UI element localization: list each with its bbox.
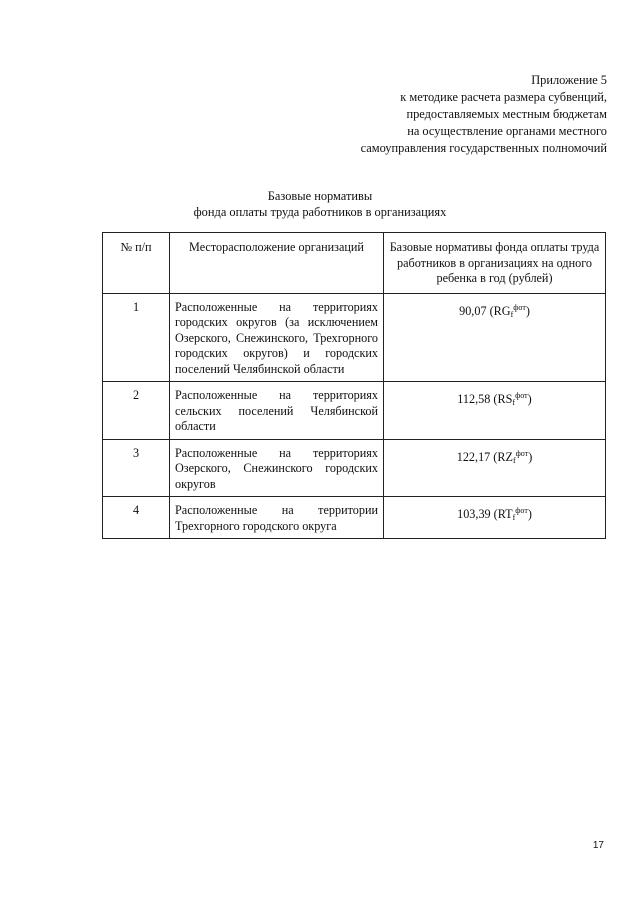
- appendix-header: [277, 72, 607, 157]
- row-num: 2: [103, 382, 170, 440]
- row-value-cell: 112,58 $(RS_f^{фот})$: [384, 382, 606, 440]
- table-row: [103, 439, 606, 497]
- norms-table: [102, 232, 606, 539]
- row-code-sub: f: [510, 309, 514, 319]
- row-value-cell: 122,17 $(RZ_f^{фот})$: [384, 439, 606, 497]
- row-code: RS: [497, 392, 513, 406]
- row-value-cell: 103,39 $(RT_f^{фот})$: [384, 497, 606, 539]
- appendix-line: самоуправления государственных полномочий: [360, 141, 607, 155]
- page-number: 17: [592, 840, 604, 851]
- row-code-sub: f: [512, 513, 516, 522]
- row-value: 112,58: [457, 392, 491, 406]
- row-code-sup: фот: [515, 448, 529, 458]
- appendix-line: Приложение 5: [531, 73, 607, 87]
- row-code-sup: фот: [515, 391, 528, 400]
- row-value: 103,39: [457, 507, 491, 521]
- row-num: 3: [103, 439, 170, 497]
- header-num: № п/п: [103, 233, 170, 294]
- table-row: [103, 293, 606, 382]
- table-row: [103, 497, 606, 539]
- row-value-cell: 90,07 $(RG_f^{фот})$: [384, 293, 606, 382]
- table-header-row: [103, 233, 606, 294]
- appendix-line: к методике расчета размера субвенций,: [400, 90, 607, 104]
- row-code: RG: [493, 303, 511, 318]
- row-code-sup: фот: [513, 302, 526, 312]
- row-location: Расположенные на территориях Озерского, Снежинского городских округов: [170, 439, 384, 497]
- row-location: Расположенные на территориях городских округов (за исключением Озерского, Снежинского, Трехгорного городских округов) и городских поселений Челябинской области: [170, 293, 384, 382]
- row-location: Расположенные на территории Трехгорного городского округа: [170, 497, 384, 539]
- row-code-sup: фот: [515, 506, 528, 515]
- table-row: [103, 382, 606, 440]
- appendix-line: на осуществление органами местного: [407, 124, 607, 138]
- row-num: 4: [103, 497, 170, 539]
- row-location: Расположенные на территориях сельских поселений Челябинской области: [170, 382, 384, 440]
- row-value: 122,17: [456, 449, 491, 464]
- row-code-sub: f: [512, 398, 516, 407]
- title-line-2: фонда оплаты труда работников в организациях: [193, 205, 447, 219]
- title-line-1: Базовые нормативы: [267, 189, 373, 203]
- appendix-line: предоставляемых местным бюджетам: [406, 107, 607, 121]
- row-num: 1: [103, 293, 170, 382]
- row-code: RZ: [497, 449, 513, 464]
- header-norm: Базовые нормативы фонда оплаты труда работников в организациях на одного ребенка в год (рублей): [384, 233, 606, 294]
- row-value: 90,07: [459, 303, 487, 318]
- row-code: RT: [497, 507, 513, 521]
- row-code-sub: f: [512, 455, 516, 465]
- header-location: Месторасположение организаций: [170, 233, 384, 294]
- document-title: [0, 188, 640, 220]
